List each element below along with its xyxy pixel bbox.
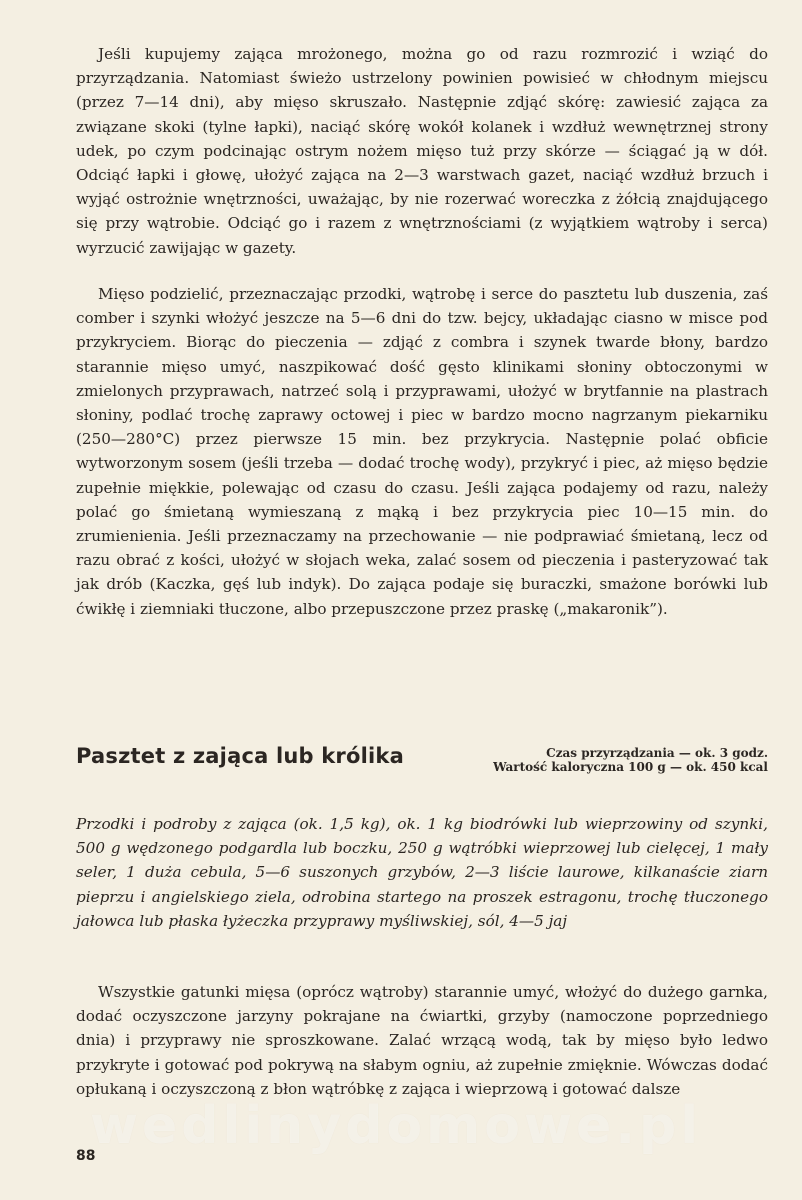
body-paragraph-preparing-hare: Jeśli kupujemy zająca mrożonego, można go od razu rozmrozić i wziąć do przyrządzania. Natomiast świeżo ustrzelony powinien powisieć w chłodnym miejscu (przez 7—14 dni), aby mięso skruszało. Następnie zdjąć skórę: zawiesić zająca za związane skoki (tylne łapki), naciąć skórę wokół kolanek i wzdłuż wewnętrznej strony udek, po czym podcinając ostrym nożem mięso tuż przy skórze — ściągać ją w dół. Odciąć łapki i głowę, ułożyć zająca na 2—3 warstwach gazet, naciąć wzdłuż brzuch i wyjąć ostrożnie wnętrzności, uważając, by nie rozerwać woreczka z żółcią znajdującego się przy wątrobie. Odciąć go i razem z wnętrznościami (z wyjątkiem wątroby i serca) wyrzucić zawijając w gazety. [76, 45, 768, 257]
watermark: wedlinydomowe.pl [90, 1096, 703, 1156]
page-number: 88 [76, 1148, 96, 1164]
ingredients-list: Przodki i podroby z zająca (ok. 1,5 kg), ok. 1 kg biodrówki lub wieprzowiny od szynki, 500 g wędzonego podgardla lub boczku, 250 g wątróbki wieprzowej lub cielęcej, 1 mały seler, 1 duża cebula, 5—6 suszonych grzybów, 2—3 liście laurowe, kilkanaście ziarn pieprzu i angielskiego ziela, odrobina startego na proszek estragonu, trochę tłuczonego jałowca lub płaska łyżeczka przyprawy myśliwskiej, sól, 4—5 jaj [76, 815, 768, 930]
prep-time: Czas przyrządzania — ok. 3 godz. [546, 746, 768, 760]
body-paragraph-roasting-hare: Mięso podzielić, przeznaczając przodki, wątrobę i serce do pasztetu lub duszenia, zaś comber i szynki włożyć jeszcze na 5—6 dni do tzw. bejcy, układając ciasno w misce pod przykryciem. Biorąc do pieczenia — zdjąć z combra i szynek twarde błony, bardzo starannie mięso umyć, naszpikować dość gęsto klinikami słoniny obtoczonymi w zmielonych przyprawach, natrzeć solą i przyprawami, ułożyć w brytfannie na plastrach słoniny, podlać trochę zaprawy octowej i piec w bardzo mocno nagrzanym piekarniku (250—280°C) przez pierwsze 15 min. bez przykrycia. Następnie polać obficie wytworzonym sosem (jeśli trzeba — dodać trochę wody), przykryć i piec, aż mięso będzie zupełnie miękkie, polewając od czasu do czasu. Jeśli zająca podajemy od razu, należy polać go śmietaną wymieszaną z mąką i bez przykrycia piec 10—15 min. do zrumienienia. Jeśli przeznaczamy na przechowanie — nie podprawiać śmietaną, lecz od razu obrać z kości, ułożyć w słojach weka, zalać sosem od pieczenia i pasteryzować tak jak drób (Kaczka, gęś lub indyk). Do zająca podaje się buraczki, smażone borówki lub ćwikłę i ziemniaki tłuczone, albo przepuszczone przez praskę („makaronik”). [76, 285, 768, 618]
recipe-meta [468, 746, 768, 774]
recipe-title: Pasztet z zająca lub królika [76, 744, 404, 768]
recipe-instructions: Wszystkie gatunki mięsa (oprócz wątroby) starannie umyć, włożyć do dużego garnka, dodać oczyszczone jarzyny pokrajane na ćwiartki, grzyby (namoczone poprzedniego dnia) i przyprawy nie sproszkowane. Zalać wrzącą wodą, tak by mięso było ledwo przykryte i gotować pod pokrywą na słabym ogniu, aż zupełnie zmięknie. Wówczas dodać opłukaną i oczyszczoną z błon wątróbkę z zająca i wieprzową i gotować dalsze [76, 983, 768, 1098]
calorie-value: Wartość kaloryczna 100 g — ok. 450 kcal [493, 760, 768, 774]
